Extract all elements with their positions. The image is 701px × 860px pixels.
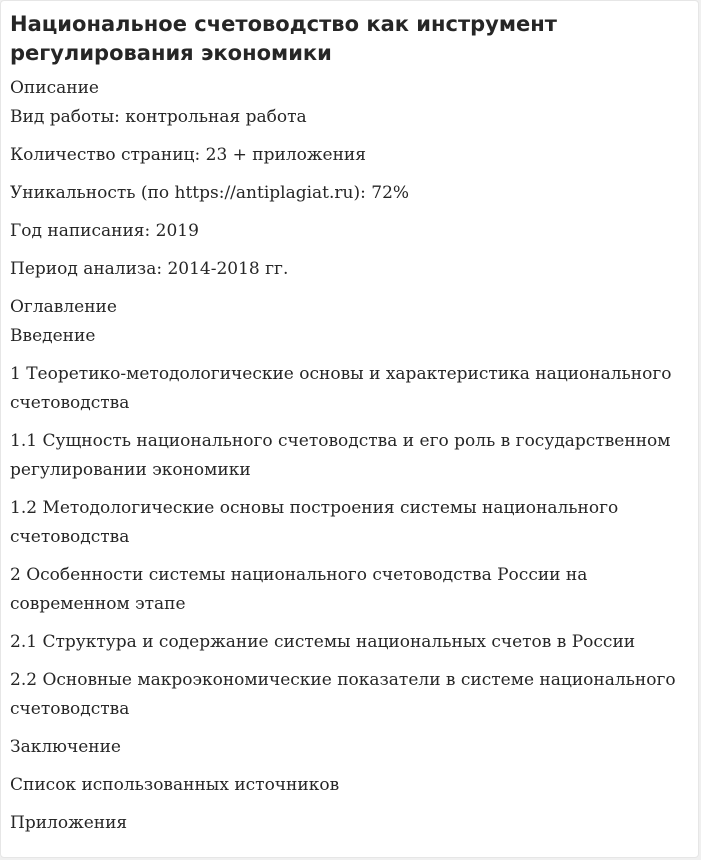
toc-item-appendices: Приложения: [10, 813, 128, 833]
detail-analysis-period: Период анализа: 2014-2018 гг.: [10, 259, 289, 279]
toc-item-section-1-1: 1.1 Сущность национального счетоводства и его роль в государственном регулировании экономики: [10, 431, 671, 480]
toc-item-section-2-1: 2.1 Структура и содержание системы национальных счетов в России: [10, 632, 636, 652]
document-content: [1, 1, 698, 838]
toc-item-section-1-2: 1.2 Методологические основы построения системы национального счетоводства: [10, 498, 619, 547]
toc-item-introduction: Введение: [10, 326, 96, 346]
detail-uniqueness: Уникальность (по https://antiplagiat.ru): 72%: [10, 183, 410, 203]
toc-heading: Оглавление: [10, 297, 117, 317]
detail-year: Год написания: 2019: [10, 221, 199, 241]
toc-item-conclusion: Заключение: [10, 737, 121, 757]
document-title: Национальное счетоводство как инструмент регулирования экономики: [10, 12, 557, 65]
detail-page-count: Количество страниц: 23 + приложения: [10, 145, 366, 165]
toc-item-section-2-2: 2.2 Основные макроэкономические показатели в системе национального счетоводства: [10, 670, 676, 719]
toc-item-references: Список использованных источников: [10, 775, 340, 795]
toc-item-chapter-2: 2 Особенности системы национального счетоводства России на современном этапе: [10, 565, 588, 614]
description-heading: Описание: [10, 78, 99, 98]
detail-work-type: Вид работы: контрольная работа: [10, 107, 307, 127]
toc-item-chapter-1: 1 Теоретико-методологические основы и характеристика национального счетоводства: [10, 364, 672, 413]
